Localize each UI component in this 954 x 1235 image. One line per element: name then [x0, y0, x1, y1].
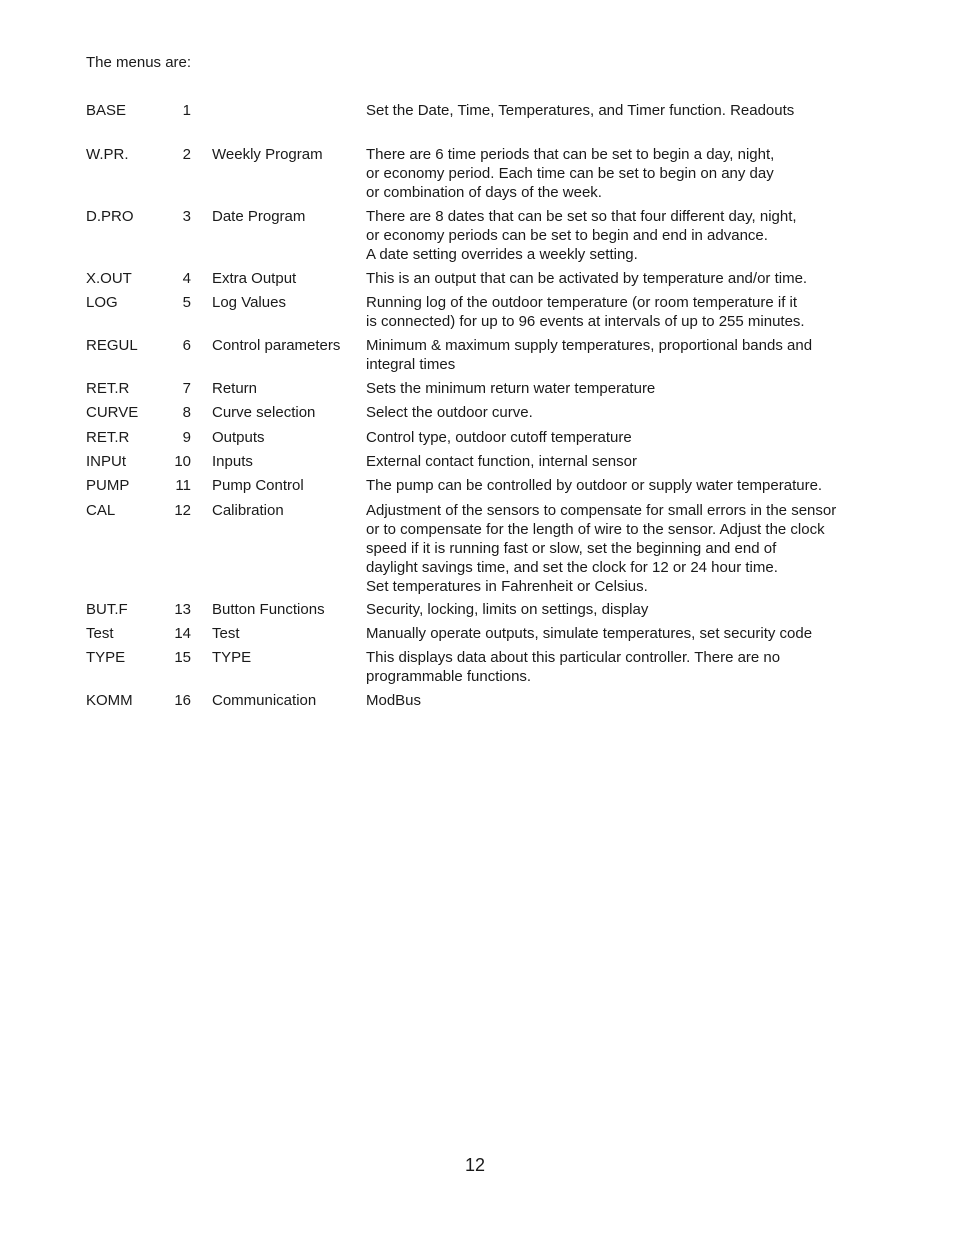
menu-description: External contact function, internal sensor — [366, 453, 637, 470]
menu-name: Date Program — [212, 208, 306, 225]
menu-code: BUT.F — [86, 601, 128, 618]
menu-description: The pump can be controlled by outdoor or supply water temperature. — [366, 477, 823, 494]
menu-name: Calibration — [212, 502, 284, 519]
menu-description: Security, locking, limits on settings, display — [366, 601, 649, 618]
menu-name: Curve selection — [212, 404, 316, 421]
menu-name: Pump Control — [212, 477, 304, 494]
menu-name: Outputs — [212, 429, 265, 446]
menu-name: Button Functions — [212, 601, 325, 618]
menu-number: 9 — [182, 429, 191, 446]
menu-code: LOG — [86, 294, 118, 311]
menu-number: 14 — [174, 625, 191, 642]
menu-name: Communication — [212, 692, 317, 709]
menu-code: D.PRO — [86, 208, 134, 225]
menu-code: X.OUT — [86, 270, 132, 287]
menu-description: Adjustment of the sensors to compensate for small errors in the sensor or to compensate for the length of wire to the sensor. Adjust the clock speed if it is running fast or slow, set the beginning and end of daylight savings time, and set the clock for 12 or 24 hour time. Set temperatures in Fahrenheit or Celsius. — [366, 502, 837, 595]
menu-code: W.PR. — [86, 146, 129, 163]
menu-number: 2 — [182, 146, 191, 163]
menu-name: Inputs — [212, 453, 253, 470]
menu-code: RET.R — [86, 380, 130, 397]
menu-code: CURVE — [86, 404, 139, 421]
menu-number: 12 — [174, 502, 191, 519]
menu-description: This displays data about this particular controller. There are no programmable functions. — [366, 649, 781, 685]
menu-description: Sets the minimum return water temperature — [366, 380, 656, 397]
menu-description: ModBus — [366, 692, 422, 709]
menu-description: There are 6 time periods that can be set to begin a day, night, or economy period. Each time can be set to begin on any day or combination of days of the week. — [366, 146, 775, 201]
menu-name: Log Values — [212, 294, 286, 311]
menu-number: 3 — [182, 208, 191, 225]
menu-number: 5 — [182, 294, 191, 311]
menu-number: 15 — [174, 649, 191, 666]
menu-number: 6 — [182, 337, 191, 354]
menu-code: BASE — [86, 102, 127, 119]
page-number: 12 — [464, 1155, 486, 1175]
menu-code: TYPE — [86, 649, 126, 666]
menu-description: Control type, outdoor cutoff temperature — [366, 429, 632, 446]
menu-code: REGUL — [86, 337, 138, 354]
menu-name: Weekly Program — [212, 146, 323, 163]
menu-number: 4 — [182, 270, 191, 287]
menu-number: 7 — [182, 380, 191, 397]
menu-code: PUMP — [86, 477, 130, 494]
menu-name: Control parameters — [212, 337, 341, 354]
menu-code: Test — [86, 625, 114, 642]
menu-name: Extra Output — [212, 270, 297, 287]
menu-description: Minimum & maximum supply temperatures, proportional bands and integral times — [366, 337, 813, 373]
menu-name: Return — [212, 380, 258, 397]
menu-number: 8 — [182, 404, 191, 421]
menu-description: This is an output that can be activated by temperature and/or time. — [366, 270, 808, 287]
menu-code: RET.R — [86, 429, 130, 446]
menu-name: TYPE — [212, 649, 252, 666]
menu-name: Test — [212, 625, 240, 642]
menu-code: INPUt — [86, 453, 127, 470]
menu-description: Set the Date, Time, Temperatures, and Timer function. Readouts — [366, 102, 795, 119]
menu-number: 1 — [182, 102, 191, 119]
menu-description: Manually operate outputs, simulate temperatures, set security code — [366, 625, 813, 642]
menu-number: 10 — [174, 453, 191, 470]
intro-text: The menus are: — [86, 54, 192, 71]
menu-code: KOMM — [86, 692, 133, 709]
menu-number: 13 — [174, 601, 191, 618]
menu-code: CAL — [86, 502, 116, 519]
menu-number: 16 — [174, 692, 191, 709]
menu-description: Running log of the outdoor temperature (or room temperature if it is connected) for up to 96 events at intervals of up to 255 minutes. — [366, 294, 805, 330]
menu-description: Select the outdoor curve. — [366, 404, 533, 421]
menu-description: There are 8 dates that can be set so that four different day, night, or economy periods can be set to begin and end in advance. A date setting overrides a weekly setting. — [366, 208, 797, 263]
menu-number: 11 — [175, 477, 191, 494]
